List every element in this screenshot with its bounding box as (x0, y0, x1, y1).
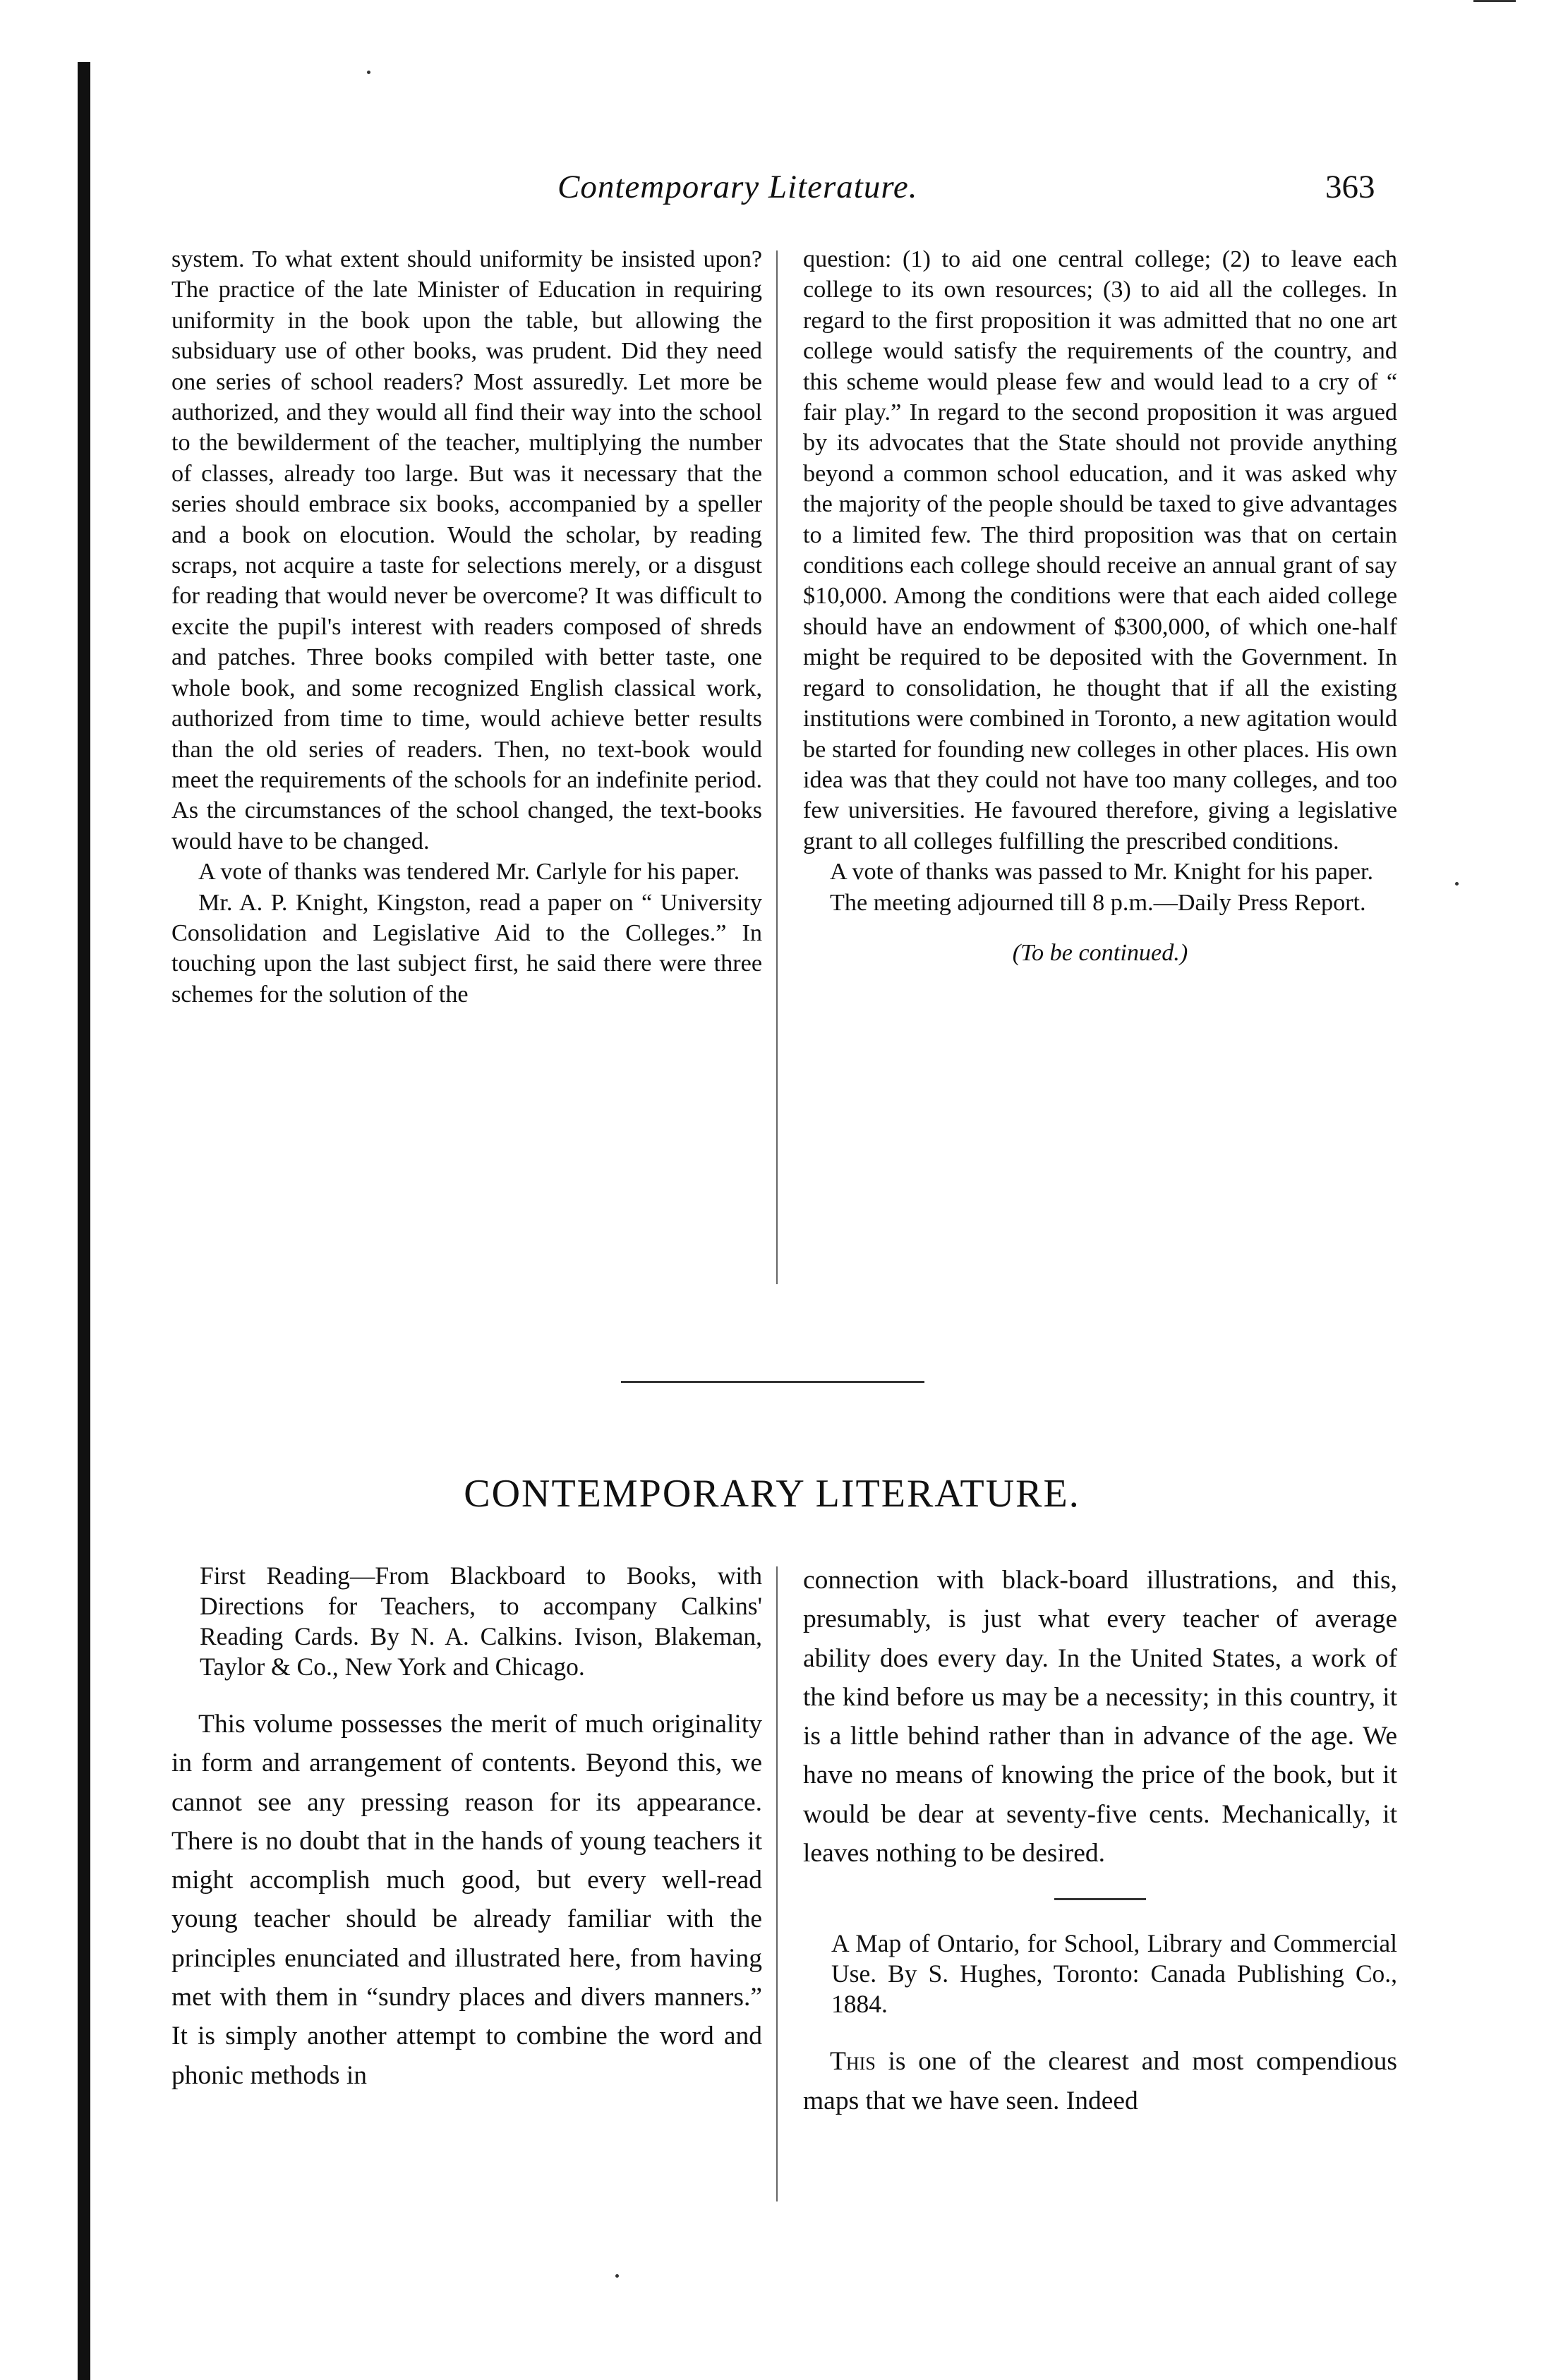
review-paragraph: This volume possesses the merit of much originality in form and arrangement of contents. Beyond this, we cannot see any pressing reason for its appearance. There is no doubt that in the hands of young teachers it might accomplish much good, but every well-read young teacher should be already familiar with the principles enunciated and illustrated here, from having met with them in “sundry places and divers manners.” It is simply another attempt to combine the word and phonic methods in (171, 1710, 762, 2090)
lower-left-column (171, 1561, 762, 2095)
review-first-word: This (830, 2047, 876, 2077)
paragraph: The meeting adjourned till 8 p.m.—Daily Press Report. (830, 889, 1366, 916)
section-rule (621, 1381, 924, 1383)
page-number: 363 (1325, 169, 1375, 205)
review-paragraph: connection with black-board illustrations, and this, presumably, is just what every teacher of average ability does every day. In the United States, a work of the kind before us may be a necessity; in this country, it is a little behind rather than in advance of the age. We have no means of knowing the price of the book, but it would be dear at seventy-five cents. Mechanically, it leaves nothing to be desired. (803, 1566, 1397, 1868)
page-corner-mark (1473, 0, 1516, 2)
print-speck (367, 71, 370, 74)
upper-left-column (171, 244, 762, 1010)
print-speck (615, 2274, 619, 2278)
book-heading: First Reading—From Blackboard to Books, with Directions for Teachers, to accompany Calkins' Reading Cards. By N. A. Calkins. Ivison, Blakeman, Taylor & Co., New York and Chicago. (200, 1562, 762, 1681)
upper-right-column (803, 244, 1397, 968)
book-spine-shadow (78, 62, 90, 2380)
column-divider (776, 1566, 778, 2201)
section-title: CONTEMPORARY LITERATURE. (464, 1472, 1080, 1516)
paragraph: A vote of thanks was tendered Mr. Carlyle for his paper. (198, 859, 740, 886)
paragraph: question: (1) to aid one central college; (2) to leave each college to its own resources; (3) to aid all the colleges. In regard to the first proposition it was admitted that no one art college would satisfy the requirements of the country, and this scheme would please few and would lead to a cry of “ fair play.” In regard to the second proposition it was argued by its advocates that the State should not provide anything beyond a common school education, and it was asked why the majority of the people should be taxed to give advantages to a limited few. The third proposition was that on certain conditions each college should receive an annual grant of say $10,000. Among the conditions were that each aided college should have an endowment of $300,000, of which one-half might be required to be deposited with the Government. In regard to consolidation, he thought that if all the existing institutions were combined in Toronto, a new agitation would be started for founding new colleges in other places. His own idea was that they could not have too many colleges, and too few universities. He favoured therefore, giving a legislative grant to all colleges fulfilling the prescribed conditions. (803, 246, 1397, 854)
paragraph: Mr. A. P. Knight, Kingston, read a paper on “ University Consolidation and Legislative Aid to the Colleges.” In touching upon the last subject first, he said there were three schemes for the solution of the (171, 889, 762, 1008)
print-speck (1455, 882, 1459, 886)
continued-note: (To be continued.) (1012, 939, 1188, 966)
paragraph: A vote of thanks was passed to Mr. Knight for his paper. (830, 859, 1374, 886)
review-paragraph (803, 2042, 1397, 2120)
lower-right-column (803, 1561, 1397, 2120)
review-separator (1054, 1898, 1146, 1900)
review-text: is one of the clearest and most compendious maps that we have seen. Indeed (803, 2047, 1397, 2115)
column-divider (776, 250, 778, 1284)
paragraph: system. To what extent should uniformity be insisted upon? The practice of the late Minister of Education in requiring uniformity in the book upon the table, but allowing the subsiduary use of other books, was prudent. Did they need one series of school readers? Most assuredly. Let more be authorized, and they would all find their way into the school to the bewilderment of the teacher, multiplying the number of classes, already too large. But was it necessary that the series should embrace six books, accompanied by a speller and a book on elocution. Would the scholar, by reading scraps, not acquire a taste for selections merely, or a disgust for reading that would never be overcome? It was difficult to excite the pupil's interest with readers composed of shreds and patches. Three books compiled with better taste, one whole book, and some recognized English classical work, authorized from time to time, would achieve better results than the old series of readers. Then, no text-book would meet the requirements of the schools for an indefinite period. As the circumstances of the school changed, the text-books would have to be changed. (171, 246, 762, 854)
running-head: Contemporary Literature. (557, 169, 918, 205)
book-heading: A Map of Ontario, for School, Library and Commercial Use. By S. Hughes, Toronto: Canada Publishing Co., 1884. (831, 1929, 1397, 2019)
